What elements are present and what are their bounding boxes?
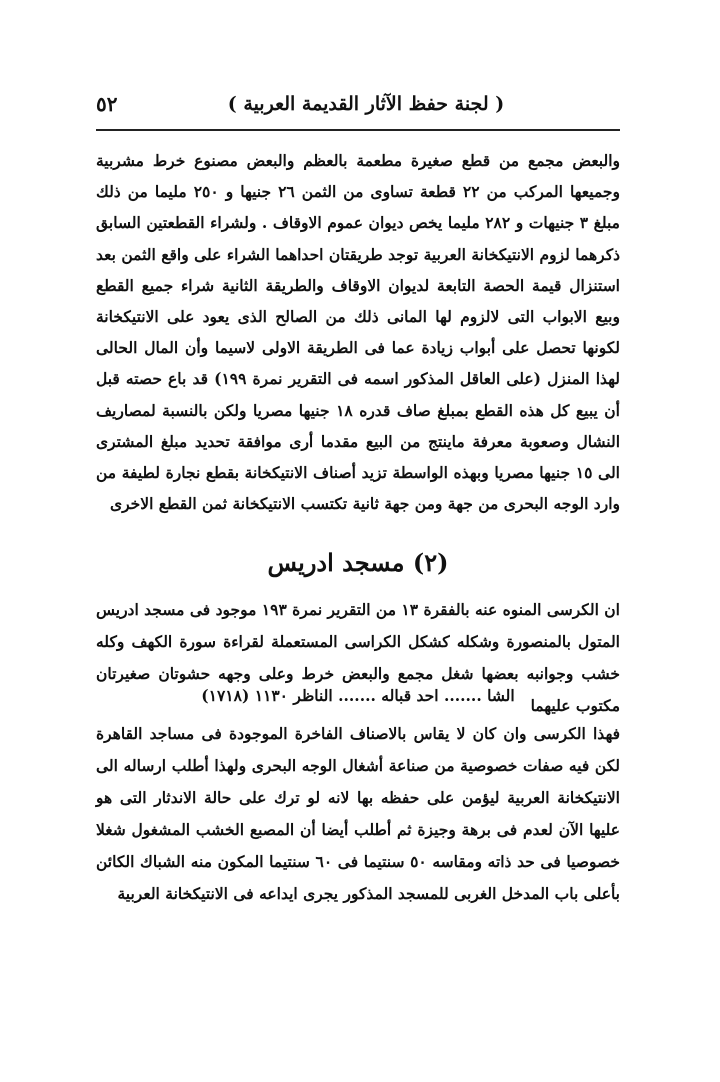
- paragraph-chair-description: ان الكرسى المنوه عنه بالفقرة ١٣ من التقرير نمرة ١٩٣ موجود فى مسجد ادريس المتول بالمنصورة وشكله كشكل الكراسى المستعملة لقراءة سورة الكهف وكله خشب وجوانبه بعضها شغل مجمع والبعض خرط وعلى وجهه حشوتان صغيرتان مكتوب عليهما: [96, 600, 620, 715]
- page-number: ٥٢: [96, 92, 118, 116]
- page-header: [96, 88, 620, 124]
- section-heading: (٢) مسجد ادريس: [267, 548, 449, 577]
- inscription-line: الشا ....... احد قباله ....... الناظر ١١٣٠ (١٧١٨): [201, 686, 515, 705]
- running-title: ( لجنة حفظ الآثار القديمة العربية ): [227, 93, 505, 115]
- header-rule: [96, 129, 620, 131]
- paragraph-request: فهذا الكرسى وان كان لا يقاس بالاصناف الفاخرة الموجودة فى مساجد القاهرة لكن فيه صفات خصوصية من صناعة أشغال الوجه البحرى ولهذا أطلب ارساله الى الانتيكخانة العربية ليؤمن على حفظه بها لانه لو ترك على حالة الاندثار التى هو عليها الآن لعدم فى برهة وجيزة ثم أطلب أيضا أن المصبع الخشب المشغول شغلا خصوصيا فى حد ذاته ومقاسه ٥٠ سنتيما فى ٦٠ سنتيما المكون منه الشباك الكائن بأعلى باب المدخل الغربى للمسجد المذكور يجرى ايداعه فى الانتيكخانة العربية: [96, 724, 620, 903]
- paragraph-continuation: والبعض مجمع من قطع صغيرة مطعمة بالعظم والبعض مصنوع خرط مشربية وجميعها المركب من ٢٢ قطعة تساوى من الثمن ٢٦ جنيها و ٢٥٠ مليما من ذلك مبلغ ٣ جنيهات و ٢٨٢ مليما يخص ديوان عموم الاوقاف . ولشراء القطعتين السابق ذكرهما لزوم الانتيكخانة العربية توجد طريقتان احداهما الشراء على واقع الثمن بعد استنزال قيمة الحصة التابعة لديوان الاوقاف والطريقة الثانية شراء جميع القطع وبيع الابواب التى لالزوم لها المانى ذلك من الصالح الذى يعود على الانتيكخانة لكونها تحصل على أبواب زيادة عما فى الطريقة الاولى لاسيما وأن المال الحالى لهذا المنزل (على العاقل المذكور اسمه فى التقرير نمرة ١٩٩) قد باع حصته قبل أن يبيع كل هذه القطع بمبلغ صاف قدره ١٨ جنيها مصريا ولكن بالنسبة لمصاريف النشال وصعوبة معرفة ماينتج من البيع مقدما أرى موافقة تحديد مبلغ المشترى الى ١٥ جنيها مصريا وبهذه الواسطة تزيد أصناف الانتيكخانة بقطع نجارة لطيفة من وارد الوجه البحرى من جهة ومن جهة ثانية تكتسب الانتيكخانة ثمن القطع الاخرى: [96, 151, 620, 514]
